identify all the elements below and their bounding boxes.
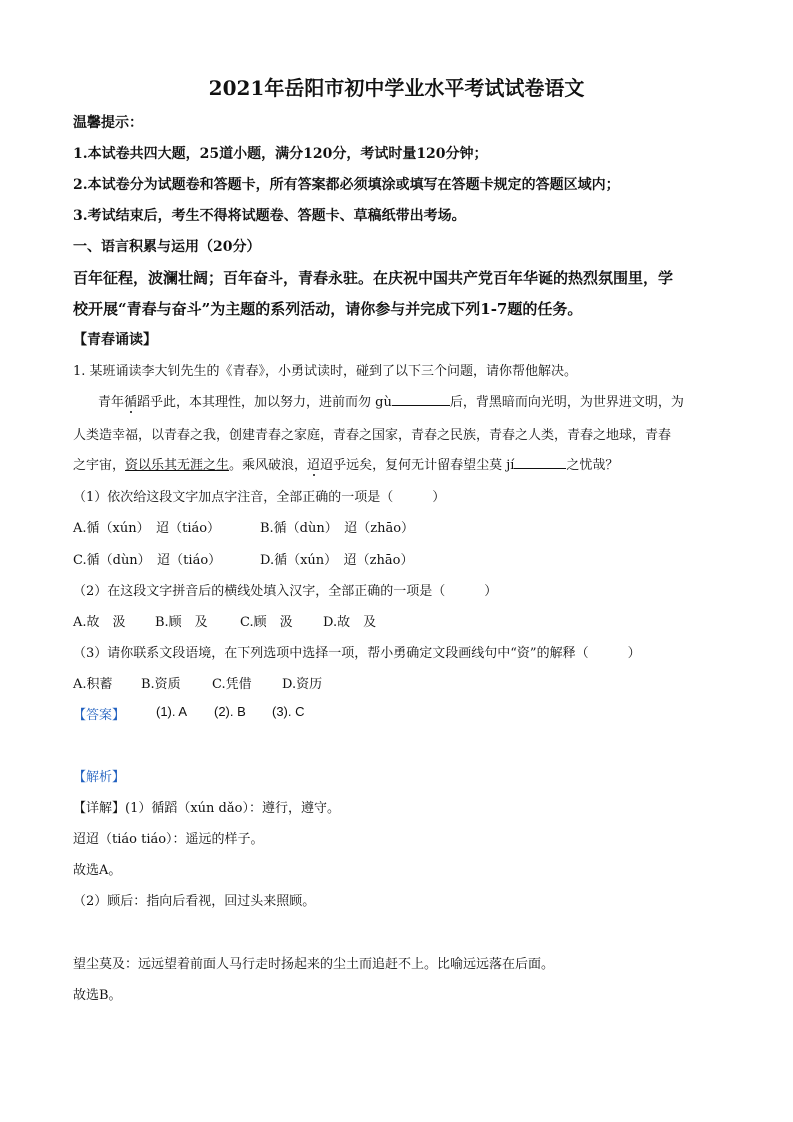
sub-question-2: （2）在这段文字拼音后的横线处填入汉字，全部正确的一项是（ ）	[73, 584, 498, 599]
section-intro-line-1: 百年征程，波澜壮阔；百年奋斗，青春永驻。在庆祝中国共产党百年华诞的热烈氛围里，学	[73, 269, 674, 287]
notice-item-2: 2.本试卷分为试题卷和答题卡，所有答案都必须填涂或填写在答题卡规定的答题区域内；	[73, 177, 620, 193]
question-1-stem: 1. 某班诵读李大钊先生的《青春》，小勇试读时，碰到了以下三个问题，请你帮他解决。	[73, 364, 578, 379]
option-a: A.循（xún） 迢（tiáo）	[73, 521, 221, 536]
answer-label: 【答案】	[73, 708, 126, 723]
detail-line-4: （2）顾后：指向后看视，回过头来照顾。	[73, 894, 316, 909]
option-a: A.积蓄	[73, 677, 113, 692]
fill-blank	[514, 456, 566, 469]
detail-line-3: 故选A。	[73, 863, 122, 878]
detail-line-6: 故选B。	[73, 988, 122, 1003]
passage-text: 后，背黑暗而向光明，为世界进文明，为	[449, 395, 684, 410]
passage-text: 迢乎远矣，复何无计留春望尘莫 jí	[320, 458, 515, 473]
passage-line-2: 人类造幸福，以青春之我，创建青春之家庭，青春之国家，青春之民族，青春之人类，青春之地球，青春	[73, 428, 672, 443]
passage-line-1	[98, 391, 684, 410]
sub-question-3: （3）请你联系文段语境，在下列选项中选择一项，帮小勇确定文段画线句中“资”的解释（ ）	[73, 646, 641, 661]
notice-item-3: 3.考试结束后，考生不得将试题卷、答题卡、草稿纸带出考场。	[73, 208, 466, 224]
option-a: A.故 汲	[73, 615, 126, 630]
passage-text: 之忧哉？	[566, 458, 619, 473]
option-b: B.资质	[141, 677, 181, 692]
fill-blank	[392, 393, 450, 406]
option-d: D.故 及	[323, 615, 377, 630]
passage-text: 之宇宙，	[73, 458, 126, 473]
option-c: C.凭借	[212, 677, 252, 692]
option-b: B.循（dùn） 迢（zhāo）	[260, 521, 415, 536]
passage-line-3	[73, 454, 618, 473]
answer-1: (1). A	[156, 704, 188, 719]
option-c: C.循（dùn） 迢（tiáo）	[73, 553, 222, 568]
section-heading: 一、语言积累与运用（20分）	[73, 239, 261, 255]
sub-question-1: （1）依次给这段文字加点字注音，全部正确的一项是（ ）	[73, 490, 446, 505]
passage-text: 。乘风破浪，	[229, 458, 308, 473]
option-d: D.循（xún） 迢（zhāo）	[260, 553, 414, 568]
option-d: D.资历	[282, 677, 323, 692]
subsection-heading: 【青春诵读】	[73, 332, 157, 348]
dotted-character: 迢	[307, 454, 320, 473]
passage-text: 蹈乎此，本其理性，加以努力，进前而勿 gù	[137, 395, 392, 410]
option-c: C.顾 汲	[240, 615, 293, 630]
detail-line-2: 迢迢（tiáo tiáo）：遥远的样子。	[73, 832, 264, 847]
analysis-label: 【解析】	[73, 770, 126, 785]
page-title: 2021年岳阳市初中学业水平考试试卷语文	[208, 76, 585, 100]
underlined-sentence: 资以乐其无涯之生	[125, 458, 230, 473]
detail-line-1: 【详解】(1）循蹈（xún dǎo）：遵行，遵守。	[73, 801, 340, 816]
answer-2: (2). B	[214, 704, 246, 719]
section-intro-line-2: 校开展“青春与奋斗”为主题的系列活动，请你参与并完成下列1-7题的任务。	[73, 300, 583, 318]
passage-text: 青年	[98, 395, 125, 410]
notice-item-1: 1.本试卷共四大题，25道小题，满分120分，考试时量120分钟；	[73, 146, 488, 162]
detail-line-5: 望尘莫及：远远望着前面人马行走时扬起来的尘土而追赶不上。比喻远远落在后面。	[73, 957, 555, 972]
notice-heading: 温馨提示：	[73, 115, 143, 131]
answer-3: (3). C	[272, 704, 305, 719]
option-b: B.顾 及	[155, 615, 208, 630]
dotted-character: 循	[124, 391, 137, 410]
